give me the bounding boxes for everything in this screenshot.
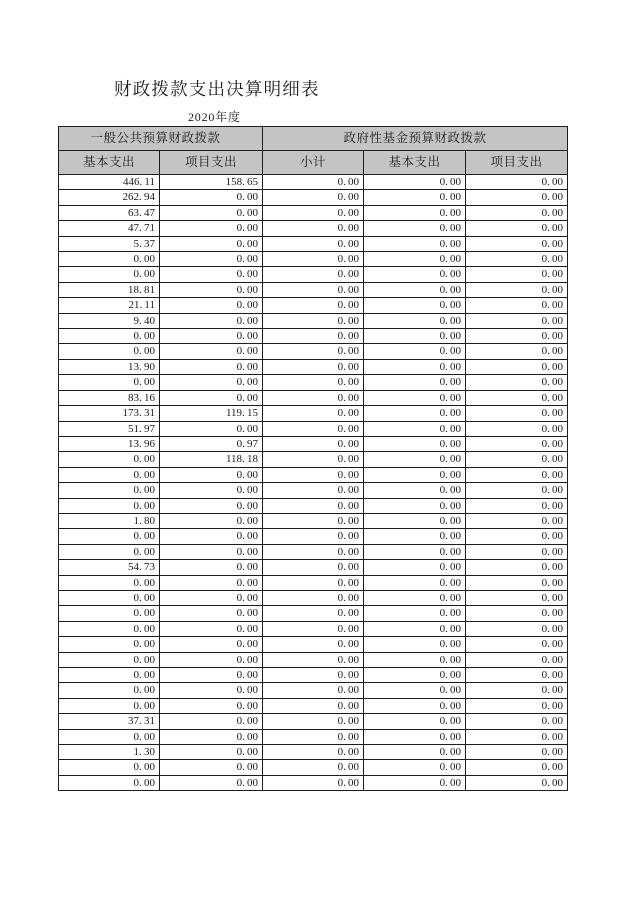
table-cell: 0. 00 xyxy=(160,313,263,328)
table-cell: 0. 00 xyxy=(263,421,364,436)
table-cell: 0. 00 xyxy=(263,221,364,236)
table-cell: 0. 00 xyxy=(59,760,160,775)
table-cell: 0. 00 xyxy=(263,282,364,297)
table-cell: 0. 00 xyxy=(364,344,466,359)
table-cell: 0. 00 xyxy=(160,529,263,544)
table-cell: 0. 00 xyxy=(466,513,568,528)
table-cell: 0. 00 xyxy=(263,621,364,636)
table-cell: 0. 00 xyxy=(364,637,466,652)
table-cell: 0. 00 xyxy=(263,760,364,775)
table-row xyxy=(59,575,568,590)
table-cell: 0. 00 xyxy=(466,714,568,729)
table-cell: 0. 00 xyxy=(466,652,568,667)
table-cell: 0. 00 xyxy=(364,359,466,374)
table-cell: 0. 00 xyxy=(160,359,263,374)
table-row xyxy=(59,544,568,559)
table-cell: 0. 00 xyxy=(364,175,466,190)
table-cell: 0. 00 xyxy=(466,698,568,713)
table-cell: 0. 00 xyxy=(160,606,263,621)
table-cell: 0. 00 xyxy=(364,683,466,698)
table-cell: 0. 00 xyxy=(59,483,160,498)
table-cell: 0. 00 xyxy=(364,282,466,297)
table-cell: 0. 00 xyxy=(263,205,364,220)
table-cell: 0. 00 xyxy=(160,221,263,236)
table-cell: 0. 00 xyxy=(263,590,364,605)
table-cell: 0. 00 xyxy=(466,267,568,282)
table-cell: 0. 00 xyxy=(263,190,364,205)
table-cell: 0. 00 xyxy=(263,359,364,374)
table-cell: 9. 40 xyxy=(59,313,160,328)
table-cell: 0. 00 xyxy=(59,575,160,590)
table-cell: 0. 00 xyxy=(59,652,160,667)
table-row xyxy=(59,529,568,544)
table-cell: 0. 00 xyxy=(160,668,263,683)
table-cell: 0. 00 xyxy=(364,590,466,605)
table-cell: 0. 00 xyxy=(466,606,568,621)
table-cell: 0. 00 xyxy=(59,375,160,390)
table-cell: 51. 97 xyxy=(59,421,160,436)
table-cell: 0. 00 xyxy=(364,467,466,482)
table-cell: 0. 00 xyxy=(263,714,364,729)
table-cell: 0. 00 xyxy=(263,513,364,528)
table-cell: 0. 00 xyxy=(466,205,568,220)
table-cell: 0. 00 xyxy=(59,498,160,513)
table-row xyxy=(59,698,568,713)
table-cell: 5. 37 xyxy=(59,236,160,251)
table-cell: 0. 00 xyxy=(364,421,466,436)
table-cell: 0. 00 xyxy=(466,745,568,760)
table-row xyxy=(59,329,568,344)
table-cell: 0. 00 xyxy=(364,390,466,405)
table-row xyxy=(59,745,568,760)
table-cell: 0. 00 xyxy=(466,467,568,482)
table-cell: 0. 00 xyxy=(364,775,466,790)
table-cell: 0. 00 xyxy=(466,452,568,467)
table-cell: 0. 00 xyxy=(364,606,466,621)
table-row xyxy=(59,775,568,790)
table-cell: 0. 00 xyxy=(263,313,364,328)
page-title: 财政拨款支出决算明细表 xyxy=(114,79,320,99)
table-row xyxy=(59,683,568,698)
table-cell: 18. 81 xyxy=(59,282,160,297)
table-cell: 0. 00 xyxy=(59,698,160,713)
table-cell: 0. 00 xyxy=(59,529,160,544)
table-cell: 262. 94 xyxy=(59,190,160,205)
table-cell: 0. 00 xyxy=(160,421,263,436)
table-cell: 0. 00 xyxy=(364,205,466,220)
table-row xyxy=(59,313,568,328)
table-cell: 0. 97 xyxy=(160,436,263,451)
table-cell: 0. 00 xyxy=(263,529,364,544)
table-cell: 0. 00 xyxy=(263,729,364,744)
table-row xyxy=(59,590,568,605)
table-cell: 0. 00 xyxy=(160,652,263,667)
table-cell: 0. 00 xyxy=(59,452,160,467)
column-header-subtotal: 小计 xyxy=(263,151,364,175)
table-row xyxy=(59,390,568,405)
clipped-label-wrap xyxy=(59,127,262,150)
table-cell: 1. 30 xyxy=(59,745,160,760)
table-cell: 0. 00 xyxy=(466,282,568,297)
table-cell: 0. 00 xyxy=(466,668,568,683)
table-cell: 119. 15 xyxy=(160,406,263,421)
table-cell: 83. 16 xyxy=(59,390,160,405)
table-cell: 0. 00 xyxy=(364,313,466,328)
table-cell: 0. 00 xyxy=(263,606,364,621)
group-header-label: 一般公共预算财政拨款 xyxy=(90,131,221,145)
table-cell: 0. 00 xyxy=(466,329,568,344)
table-cell: 0. 00 xyxy=(364,544,466,559)
table-cell: 37. 31 xyxy=(59,714,160,729)
table-row xyxy=(59,452,568,467)
table-cell: 0. 00 xyxy=(59,467,160,482)
table-cell: 0. 00 xyxy=(160,544,263,559)
table-row xyxy=(59,298,568,313)
table-cell: 0. 00 xyxy=(59,344,160,359)
table-row xyxy=(59,421,568,436)
table-cell: 0. 00 xyxy=(466,575,568,590)
table-cell: 0. 00 xyxy=(466,344,568,359)
table-cell: 21. 11 xyxy=(59,298,160,313)
table-cell: 0. 00 xyxy=(160,267,263,282)
table-cell: 0. 00 xyxy=(160,637,263,652)
table-cell: 0. 00 xyxy=(263,406,364,421)
table-cell: 158. 65 xyxy=(160,175,263,190)
table-cell: 0. 00 xyxy=(466,221,568,236)
table-cell: 0. 00 xyxy=(466,359,568,374)
table-cell: 0. 00 xyxy=(160,344,263,359)
table-cell: 0. 00 xyxy=(466,483,568,498)
table-cell: 0. 00 xyxy=(160,775,263,790)
table-row xyxy=(59,560,568,575)
table-cell: 118. 18 xyxy=(160,452,263,467)
table-cell: 0. 00 xyxy=(263,452,364,467)
column-header-project-expenditure-2: 项目支出 xyxy=(466,151,568,175)
table-cell: 0. 00 xyxy=(364,375,466,390)
table-cell: 0. 00 xyxy=(364,760,466,775)
table-header xyxy=(59,127,568,175)
table-cell: 0. 00 xyxy=(466,560,568,575)
table-row xyxy=(59,267,568,282)
table-row xyxy=(59,205,568,220)
table-row xyxy=(59,221,568,236)
table-cell: 0. 00 xyxy=(466,190,568,205)
table-row xyxy=(59,359,568,374)
page-subtitle: 2020年度 xyxy=(188,110,241,124)
table-cell: 0. 00 xyxy=(160,390,263,405)
table-cell: 0. 00 xyxy=(263,483,364,498)
table-row xyxy=(59,760,568,775)
table-cell: 0. 00 xyxy=(466,775,568,790)
table-row xyxy=(59,513,568,528)
table-cell: 0. 00 xyxy=(59,775,160,790)
table-cell: 0. 00 xyxy=(263,668,364,683)
table-cell: 0. 00 xyxy=(160,236,263,251)
table-cell: 0. 00 xyxy=(466,236,568,251)
table-cell: 0. 00 xyxy=(160,698,263,713)
table-cell: 0. 00 xyxy=(364,329,466,344)
table-cell: 0. 00 xyxy=(364,236,466,251)
table-cell: 0. 00 xyxy=(59,544,160,559)
table-row xyxy=(59,375,568,390)
table-cell: 0. 00 xyxy=(160,683,263,698)
table-row xyxy=(59,606,568,621)
table-cell: 0. 00 xyxy=(263,683,364,698)
expenditure-table xyxy=(58,126,568,791)
table-cell: 0. 00 xyxy=(59,683,160,698)
table-cell: 0. 00 xyxy=(364,652,466,667)
table-cell: 0. 00 xyxy=(160,467,263,482)
table-cell: 0. 00 xyxy=(263,652,364,667)
column-header-project-expenditure-1: 项目支出 xyxy=(160,151,263,175)
table-cell: 173. 31 xyxy=(59,406,160,421)
table-cell: 0. 00 xyxy=(59,637,160,652)
table-cell: 0. 00 xyxy=(59,668,160,683)
table-row xyxy=(59,436,568,451)
table-row xyxy=(59,406,568,421)
table-cell: 0. 00 xyxy=(263,267,364,282)
table-cell: 0. 00 xyxy=(466,760,568,775)
table-cell: 0. 00 xyxy=(59,329,160,344)
table-cell: 0. 00 xyxy=(59,267,160,282)
table-cell: 0. 00 xyxy=(364,729,466,744)
table-cell: 0. 00 xyxy=(160,560,263,575)
table-cell: 0. 00 xyxy=(263,175,364,190)
table-cell: 0. 00 xyxy=(160,575,263,590)
table-cell: 0. 00 xyxy=(263,575,364,590)
table-cell: 0. 00 xyxy=(263,298,364,313)
table-cell: 0. 00 xyxy=(160,513,263,528)
table-cell: 0. 00 xyxy=(364,513,466,528)
table-cell: 0. 00 xyxy=(59,606,160,621)
table-cell: 0. 00 xyxy=(364,190,466,205)
table-cell: 0. 00 xyxy=(364,698,466,713)
table-cell: 0. 00 xyxy=(466,683,568,698)
table-row xyxy=(59,467,568,482)
table-row xyxy=(59,621,568,636)
table-cell: 0. 00 xyxy=(364,436,466,451)
table-cell: 0. 00 xyxy=(364,745,466,760)
table-row xyxy=(59,714,568,729)
table-cell: 0. 00 xyxy=(160,621,263,636)
table-cell: 0. 00 xyxy=(263,498,364,513)
table-cell: 13. 96 xyxy=(59,436,160,451)
table-row xyxy=(59,483,568,498)
table-cell: 0. 00 xyxy=(160,205,263,220)
table-cell: 0. 00 xyxy=(160,590,263,605)
table-cell: 0. 00 xyxy=(160,745,263,760)
table-cell: 0. 00 xyxy=(160,190,263,205)
table-row xyxy=(59,252,568,267)
group-header-row xyxy=(59,127,568,151)
table-cell: 0. 00 xyxy=(466,313,568,328)
table-cell: 0. 00 xyxy=(263,637,364,652)
table-cell: 0. 00 xyxy=(160,282,263,297)
table-cell: 0. 00 xyxy=(364,668,466,683)
table-cell: 0. 00 xyxy=(263,467,364,482)
table-cell: 0. 00 xyxy=(263,560,364,575)
table-row xyxy=(59,668,568,683)
table-cell: 0. 00 xyxy=(263,775,364,790)
table-row xyxy=(59,652,568,667)
table-cell: 0. 00 xyxy=(364,452,466,467)
column-header-basic-expenditure-1: 基本支出 xyxy=(59,151,160,175)
table-cell: 1. 80 xyxy=(59,513,160,528)
table-cell: 0. 00 xyxy=(59,252,160,267)
table-row xyxy=(59,344,568,359)
table-cell: 0. 00 xyxy=(160,498,263,513)
table-cell: 0. 00 xyxy=(160,298,263,313)
table-row xyxy=(59,190,568,205)
column-header-basic-expenditure-2: 基本支出 xyxy=(364,151,466,175)
table-cell: 0. 00 xyxy=(466,621,568,636)
table-row xyxy=(59,729,568,744)
table-cell: 0. 00 xyxy=(160,729,263,744)
table-cell: 0. 00 xyxy=(263,236,364,251)
table-cell: 0. 00 xyxy=(364,298,466,313)
table-cell: 0. 00 xyxy=(364,406,466,421)
table-cell: 0. 00 xyxy=(466,544,568,559)
table-cell: 0. 00 xyxy=(263,252,364,267)
table-cell: 0. 00 xyxy=(263,745,364,760)
table-cell: 0. 00 xyxy=(466,729,568,744)
table-row xyxy=(59,282,568,297)
table-body xyxy=(59,175,568,791)
table-cell: 0. 00 xyxy=(364,714,466,729)
table-cell: 0. 00 xyxy=(160,483,263,498)
group-header-general-public-budget xyxy=(59,127,263,151)
table-row xyxy=(59,236,568,251)
table-row xyxy=(59,637,568,652)
table-cell: 0. 00 xyxy=(160,375,263,390)
table-cell: 0. 00 xyxy=(466,375,568,390)
table-cell: 0. 00 xyxy=(263,344,364,359)
table-cell: 0. 00 xyxy=(160,329,263,344)
column-header-row xyxy=(59,151,568,175)
table-cell: 0. 00 xyxy=(466,421,568,436)
table-cell: 0. 00 xyxy=(364,221,466,236)
table-cell: 0. 00 xyxy=(364,621,466,636)
table-cell: 0. 00 xyxy=(466,175,568,190)
table-cell: 0. 00 xyxy=(263,436,364,451)
table-cell: 63. 47 xyxy=(59,205,160,220)
table-cell: 13. 90 xyxy=(59,359,160,374)
table-cell: 0. 00 xyxy=(263,544,364,559)
table-cell: 47. 71 xyxy=(59,221,160,236)
table-cell: 0. 00 xyxy=(263,375,364,390)
table-cell: 0. 00 xyxy=(364,560,466,575)
table-cell: 0. 00 xyxy=(466,390,568,405)
table-cell: 0. 00 xyxy=(466,406,568,421)
table-cell: 0. 00 xyxy=(466,298,568,313)
table-cell: 0. 00 xyxy=(263,390,364,405)
table-cell: 0. 00 xyxy=(364,252,466,267)
table-cell: 0. 00 xyxy=(364,483,466,498)
table-cell: 0. 00 xyxy=(466,637,568,652)
table-cell: 0. 00 xyxy=(466,436,568,451)
table-cell: 0. 00 xyxy=(364,529,466,544)
table-cell: 0. 00 xyxy=(364,575,466,590)
table-cell: 0. 00 xyxy=(160,714,263,729)
table-cell: 0. 00 xyxy=(59,590,160,605)
table-cell: 0. 00 xyxy=(364,267,466,282)
table-cell: 0. 00 xyxy=(263,698,364,713)
table-cell: 0. 00 xyxy=(364,498,466,513)
table-cell: 54. 73 xyxy=(59,560,160,575)
table-cell: 0. 00 xyxy=(59,621,160,636)
table-cell: 0. 00 xyxy=(59,729,160,744)
table-row xyxy=(59,498,568,513)
group-header-government-fund-budget: 政府性基金预算财政拨款 xyxy=(263,127,568,151)
table-cell: 0. 00 xyxy=(466,590,568,605)
table-cell: 446. 11 xyxy=(59,175,160,190)
table-cell: 0. 00 xyxy=(263,329,364,344)
table-row xyxy=(59,175,568,190)
table-cell: 0. 00 xyxy=(466,252,568,267)
table-cell: 0. 00 xyxy=(160,252,263,267)
table-cell: 0. 00 xyxy=(466,498,568,513)
table-cell: 0. 00 xyxy=(160,760,263,775)
table-cell: 0. 00 xyxy=(466,529,568,544)
